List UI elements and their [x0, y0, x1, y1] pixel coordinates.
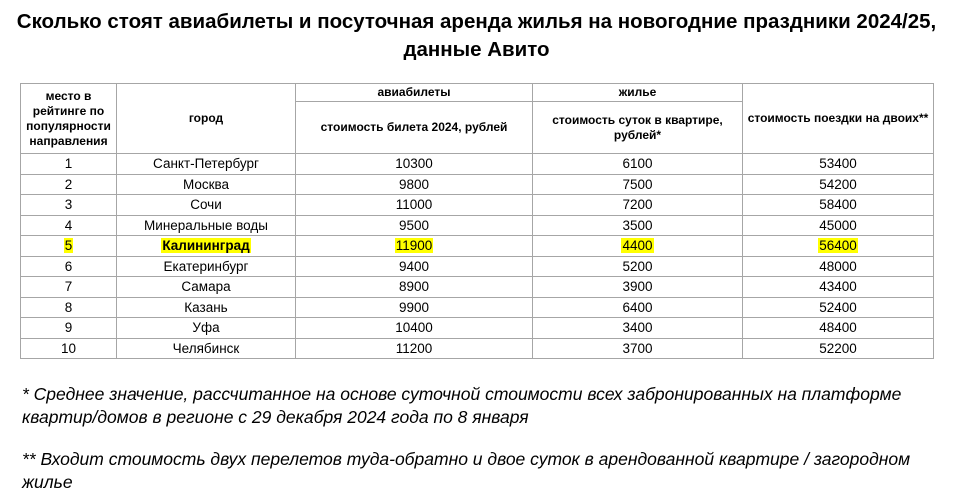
flight-cost-value: 9500	[398, 217, 430, 233]
city-value: Калининград	[162, 238, 250, 254]
table-row	[21, 318, 934, 339]
rank-cell	[21, 195, 117, 216]
rank-value: 5	[64, 238, 73, 254]
flight-cost-cell	[296, 195, 533, 216]
city-cell	[117, 318, 296, 339]
housing-cost-value: 3700	[622, 340, 653, 356]
flight-cost-value: 9400	[398, 258, 430, 274]
rank-cell	[21, 338, 117, 359]
trip-cost-cell	[743, 338, 934, 359]
flight-cost-value: 8900	[398, 279, 430, 295]
city-cell	[117, 277, 296, 298]
footnote-1: * Среднее значение, рассчитанное на основе суточной стоимости всех забронированных на платформе квартир/домов в регионе с 29 декабря 2024 года по 8 января	[22, 384, 902, 427]
table-row	[21, 338, 934, 359]
housing-cost-cell	[533, 338, 743, 359]
city-value: Санкт-Петербург	[153, 156, 259, 172]
flight-cost-value: 10300	[395, 156, 433, 172]
city-value: Челябинск	[172, 340, 240, 356]
rank-cell	[21, 256, 117, 277]
table-row	[21, 174, 934, 195]
city-cell	[117, 174, 296, 195]
header-housing-cost: стоимость суток в квартире, рублей*	[533, 102, 743, 154]
flight-cost-cell	[296, 338, 533, 359]
rank-cell	[21, 215, 117, 236]
city-cell	[117, 338, 296, 359]
header-city: город	[117, 84, 296, 154]
flight-cost-cell	[296, 154, 533, 175]
trip-cost-value: 52400	[819, 299, 857, 315]
housing-cost-cell	[533, 236, 743, 257]
trip-cost-value: 48400	[819, 320, 857, 336]
flight-cost-cell	[296, 277, 533, 298]
flight-cost-value: 11900	[395, 238, 433, 254]
header-flight-cost: стоимость билета 2024, рублей	[296, 102, 533, 154]
flight-cost-value: 10400	[395, 320, 433, 336]
flight-cost-cell	[296, 297, 533, 318]
trip-cost-cell	[743, 318, 934, 339]
table-row	[21, 297, 934, 318]
housing-cost-cell	[533, 174, 743, 195]
housing-cost-value: 6400	[622, 299, 653, 315]
rank-value: 3	[64, 197, 73, 213]
housing-cost-value: 7500	[622, 176, 653, 192]
rank-value: 9	[64, 320, 73, 336]
city-cell	[117, 195, 296, 216]
city-value: Казань	[184, 299, 228, 315]
housing-cost-value: 6100	[622, 156, 653, 172]
housing-cost-cell	[533, 195, 743, 216]
housing-cost-value: 4400	[622, 238, 653, 254]
trip-cost-value: 53400	[819, 156, 857, 172]
city-value: Уфа	[192, 320, 220, 336]
flight-cost-value: 11200	[395, 340, 433, 356]
footnote-2: ** Входит стоимость двух перелетов туда-обратно и двое суток в арендованной квартире / загородном жилье	[22, 449, 911, 492]
header-flights-group: авиабилеты	[296, 84, 533, 102]
trip-cost-cell	[743, 256, 934, 277]
flight-cost-value: 11000	[395, 197, 433, 213]
housing-cost-cell	[533, 277, 743, 298]
table-row	[21, 215, 934, 236]
city-value: Екатеринбург	[163, 258, 249, 274]
city-value: Самара	[181, 279, 231, 295]
housing-cost-cell	[533, 297, 743, 318]
header-housing-group: жилье	[533, 84, 743, 102]
housing-cost-cell	[533, 256, 743, 277]
flight-cost-value: 9900	[398, 299, 430, 315]
table-row	[21, 236, 934, 257]
city-value: Минеральные воды	[144, 217, 268, 233]
housing-cost-value: 5200	[622, 258, 653, 274]
rank-value: 6	[64, 258, 73, 274]
rank-cell	[21, 297, 117, 318]
housing-cost-value: 3900	[622, 279, 653, 295]
title-line-2: данные Авито	[403, 38, 550, 61]
rank-value: 7	[64, 279, 73, 295]
rank-value: 8	[64, 299, 73, 315]
city-cell	[117, 236, 296, 257]
flight-cost-value: 9800	[398, 176, 430, 192]
city-value: Москва	[182, 176, 230, 192]
flight-cost-cell	[296, 215, 533, 236]
rank-cell	[21, 154, 117, 175]
housing-cost-cell	[533, 318, 743, 339]
flight-cost-cell	[296, 236, 533, 257]
rank-value: 2	[64, 176, 73, 192]
table-row	[21, 195, 934, 216]
housing-cost-value: 7200	[622, 197, 653, 213]
housing-cost-cell	[533, 154, 743, 175]
trip-cost-value: 56400	[819, 238, 857, 254]
trip-cost-cell	[743, 236, 934, 257]
table-body	[21, 154, 934, 359]
rank-value: 4	[64, 217, 73, 233]
table-row	[21, 256, 934, 277]
price-table	[20, 83, 934, 359]
table-row	[21, 154, 934, 175]
housing-cost-value: 3400	[622, 320, 653, 336]
trip-cost-value: 43400	[819, 279, 857, 295]
trip-cost-value: 45000	[819, 217, 857, 233]
trip-cost-cell	[743, 215, 934, 236]
rank-cell	[21, 277, 117, 298]
rank-cell	[21, 174, 117, 195]
trip-cost-cell	[743, 297, 934, 318]
housing-cost-cell	[533, 215, 743, 236]
rank-cell	[21, 236, 117, 257]
table-row	[21, 277, 934, 298]
city-cell	[117, 215, 296, 236]
flight-cost-cell	[296, 256, 533, 277]
rank-cell	[21, 318, 117, 339]
city-value: Сочи	[190, 197, 222, 213]
trip-cost-value: 58400	[819, 197, 857, 213]
city-cell	[117, 154, 296, 175]
title-line-1: Сколько стоят авиабилеты и посуточная аренда жилья на новогодние праздники 2024/25,	[16, 10, 937, 33]
city-cell	[117, 256, 296, 277]
trip-cost-cell	[743, 174, 934, 195]
flight-cost-cell	[296, 174, 533, 195]
flight-cost-cell	[296, 318, 533, 339]
trip-cost-value: 52200	[819, 340, 857, 356]
trip-cost-cell	[743, 154, 934, 175]
trip-cost-value: 48000	[819, 258, 857, 274]
trip-cost-cell	[743, 277, 934, 298]
rank-value: 1	[64, 156, 73, 172]
trip-cost-cell	[743, 195, 934, 216]
header-rank: место в рейтинге по популярности направления	[21, 84, 117, 154]
trip-cost-value: 54200	[819, 176, 857, 192]
header-trip-cost: стоимость поездки на двоих**	[743, 84, 934, 154]
rank-value: 10	[60, 340, 77, 356]
housing-cost-value: 3500	[622, 217, 653, 233]
page-title	[0, 8, 953, 64]
city-cell	[117, 297, 296, 318]
